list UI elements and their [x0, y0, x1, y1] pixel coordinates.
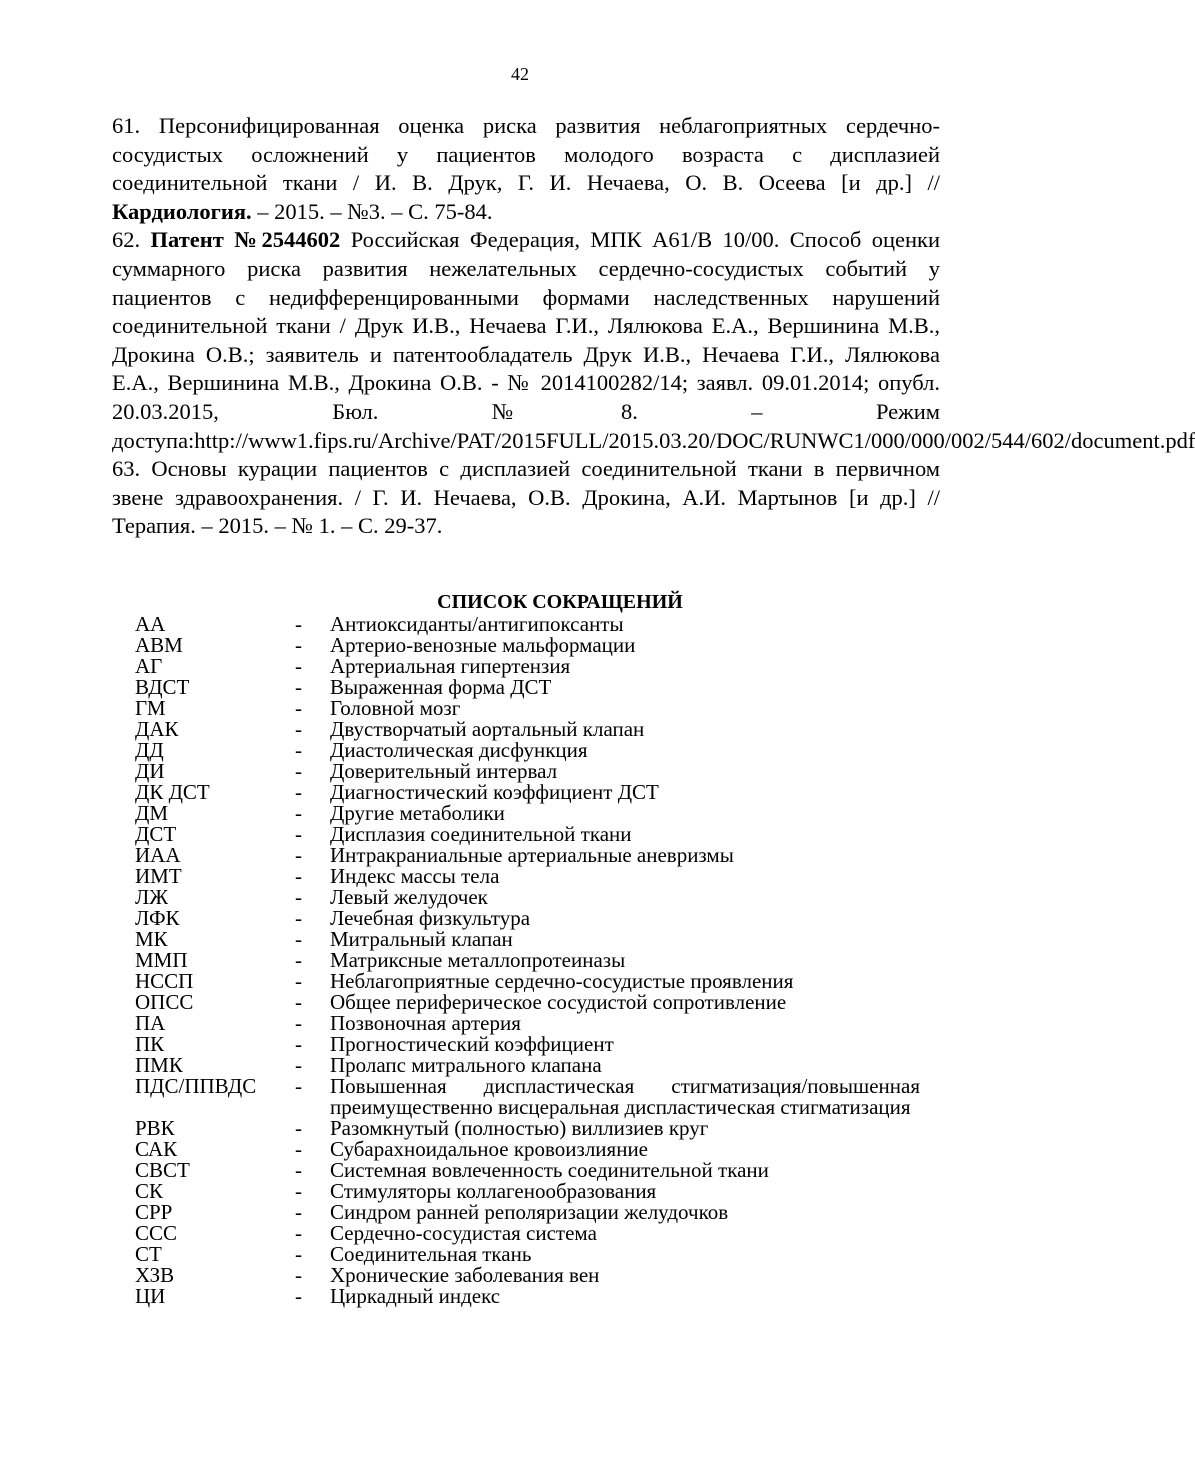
abbreviation-dash: - — [295, 1116, 302, 1140]
reference-item — [112, 112, 940, 226]
abbreviation-code: ПДС/ППВДС — [135, 1074, 257, 1098]
abbreviation-dash: - — [295, 654, 302, 678]
abbreviation-row — [135, 782, 920, 803]
abbreviation-definition: Интракраниальные артериальные аневризмы — [330, 843, 734, 867]
abbreviation-definition: Артерио-венозные мальформации — [330, 633, 636, 657]
abbreviation-dash: - — [295, 1158, 302, 1182]
abbreviation-dash: - — [295, 612, 302, 636]
abbreviation-code: СК — [135, 1179, 164, 1203]
abbreviation-dash: - — [295, 633, 302, 657]
abbreviation-dash: - — [295, 969, 302, 993]
abbreviation-definition: Прогностический коэффициент — [330, 1032, 614, 1056]
reference-list — [112, 112, 1195, 541]
abbreviation-definition: Матриксные металлопротеиназы — [330, 948, 626, 972]
abbreviation-row — [135, 1139, 920, 1160]
abbreviation-row — [135, 677, 920, 698]
reference-number: 63. — [112, 456, 141, 482]
abbreviation-definition: Синдром ранней реполяризации желудочков — [330, 1200, 729, 1224]
reference-number: 61. — [112, 113, 141, 138]
abbreviation-code: АА — [135, 612, 166, 636]
abbreviation-dash: - — [295, 1137, 302, 1161]
abbreviation-definition: Двустворчатый аортальный клапан — [330, 717, 645, 741]
abbreviation-dash: - — [295, 1263, 302, 1287]
abbreviation-row — [135, 1013, 920, 1034]
abbreviation-dash: - — [295, 1242, 302, 1266]
abbreviation-row — [135, 1055, 920, 1076]
abbreviation-definition: Доверительный интервал — [330, 759, 558, 783]
abbreviation-row — [135, 1076, 920, 1118]
abbreviation-definition: Диастолическая дисфункция — [330, 738, 588, 762]
abbreviation-code: ММП — [135, 948, 188, 972]
abbreviation-dash: - — [295, 696, 302, 720]
abbreviation-row — [135, 1202, 920, 1223]
abbreviation-row — [135, 845, 920, 866]
abbreviation-dash: - — [295, 948, 302, 972]
abbreviation-dash: - — [295, 738, 302, 762]
abbreviation-code: ИАА — [135, 843, 181, 867]
abbreviation-row — [135, 761, 920, 782]
abbreviation-code: ИМТ — [135, 864, 182, 888]
abbreviation-row — [135, 1244, 920, 1265]
abbreviation-definition: Позвоночная артерия — [330, 1011, 521, 1035]
abbreviation-dash: - — [295, 1053, 302, 1077]
abbreviation-row — [135, 887, 920, 908]
page-number: 42 — [511, 64, 529, 84]
abbreviation-dash: - — [295, 1179, 302, 1203]
abbreviation-code: ДАК — [135, 717, 179, 741]
abbreviation-definition: Лечебная физкультура — [330, 906, 531, 930]
abbreviation-dash: - — [295, 1200, 302, 1224]
abbreviation-row — [135, 719, 920, 740]
abbreviation-dash: - — [295, 885, 302, 909]
abbreviations-title: СПИСОК СОКРАЩЕНИЙ — [437, 591, 683, 613]
abbreviation-code: ДК ДСТ — [135, 780, 210, 804]
abbreviation-row — [135, 1118, 920, 1139]
abbreviation-code: ВДСТ — [135, 675, 190, 699]
abbreviation-definition: Пролапс митрального клапана — [330, 1053, 602, 1077]
abbreviation-code: ЦИ — [135, 1284, 166, 1308]
abbreviation-definition: Дисплазия соединительной ткани — [330, 822, 632, 846]
reference-text: Персонифицированная оценка риска развития неблагоприятных сердечно-сосудистых осложнений у пациентов молодого возраста с дисплазией соединительной ткани / И. В. Друк, Г. И. Нечаева, О. В. Осеева [и др.] // — [112, 113, 940, 196]
reference-item — [112, 455, 940, 541]
abbreviation-definition: Митральный клапан — [330, 927, 513, 951]
abbreviation-dash: - — [295, 1284, 302, 1308]
abbreviation-row — [135, 740, 920, 761]
reference-bold-text: Кардиология. — [112, 198, 252, 224]
abbreviation-definition: Системная вовлеченность соединительной ткани — [330, 1158, 769, 1182]
reference-number: 62. — [112, 227, 141, 253]
abbreviation-code: МК — [135, 927, 168, 951]
abbreviation-definition: Общее периферическое сосудистой сопротивление — [330, 990, 787, 1014]
abbreviation-row — [135, 908, 920, 929]
abbreviation-code: НССП — [135, 969, 194, 993]
abbreviation-definition: Циркадный индекс — [330, 1284, 501, 1308]
abbreviation-code: АВМ — [135, 633, 183, 657]
abbreviation-dash: - — [295, 864, 302, 888]
abbreviation-dash: - — [295, 1074, 302, 1098]
reference-text: Основы курации пациентов с дисплазией соединительной ткани в первичном звене здравоохранения. / Г. И. Нечаева, О.В. Дрокина, А.И. Мартынов [и др.] // Терапия. – 2015. – № 1. – С. 29-37. — [112, 456, 941, 539]
abbreviation-row — [135, 656, 920, 677]
abbreviation-code: ХЗВ — [135, 1263, 175, 1287]
abbreviation-code: ОПСС — [135, 990, 194, 1014]
abbreviation-dash: - — [295, 927, 302, 951]
abbreviation-definition: Индекс массы тела — [330, 864, 500, 888]
abbreviation-definition: Неблагоприятные сердечно-сосудистые проявления — [330, 969, 794, 993]
abbreviation-definition: Субарахноидальное кровоизлияние — [330, 1137, 649, 1161]
reference-item — [112, 226, 1195, 455]
abbreviation-code: ЛЖ — [135, 885, 169, 909]
abbreviation-row — [135, 929, 920, 950]
abbreviation-row — [135, 866, 920, 887]
abbreviation-row — [135, 824, 920, 845]
reference-text: – 2015. – №3. – С. 75-84. — [257, 198, 493, 224]
abbreviation-row — [135, 1034, 920, 1055]
abbreviation-definition: Стимуляторы коллагенообразования — [330, 1179, 657, 1203]
abbreviation-definition: Повышенная диспластическая стигматизация/повышенная преимущественно висцеральная диспластическая стигматизация — [330, 1074, 920, 1119]
abbreviation-code: ДИ — [135, 759, 165, 783]
abbreviation-code: ГМ — [135, 696, 166, 720]
abbreviation-code: РВК — [135, 1116, 175, 1140]
abbreviation-dash: - — [295, 1221, 302, 1245]
abbreviation-row — [135, 698, 920, 719]
abbreviation-definition: Диагностический коэффициент ДСТ — [330, 780, 659, 804]
abbreviation-code: ДД — [135, 738, 164, 762]
abbreviation-row — [135, 803, 920, 824]
abbreviation-row — [135, 1265, 920, 1286]
abbreviation-dash: - — [295, 990, 302, 1014]
abbreviation-row — [135, 1181, 920, 1202]
abbreviation-definition: Выраженная форма ДСТ — [330, 675, 552, 699]
abbreviation-definition: Головной мозг — [330, 696, 461, 720]
abbreviation-definition: Соединительная ткань — [330, 1242, 532, 1266]
abbreviation-definition: Левый желудочек — [330, 885, 488, 909]
abbreviation-code: СВСТ — [135, 1158, 190, 1182]
abbreviations-list — [135, 614, 920, 1307]
abbreviation-row — [135, 971, 920, 992]
abbreviation-dash: - — [295, 1032, 302, 1056]
abbreviation-dash: - — [295, 675, 302, 699]
abbreviation-code: САК — [135, 1137, 178, 1161]
abbreviation-row — [135, 635, 920, 656]
abbreviation-definition: Разомкнутый (полностью) виллизиев круг — [330, 1116, 709, 1140]
abbreviation-code: ДМ — [135, 801, 168, 825]
abbreviation-dash: - — [295, 780, 302, 804]
abbreviation-code: АГ — [135, 654, 163, 678]
abbreviation-row — [135, 1160, 920, 1181]
abbreviation-row — [135, 614, 920, 635]
abbreviation-definition: Другие метаболики — [330, 801, 505, 825]
abbreviation-dash: - — [295, 801, 302, 825]
abbreviation-dash: - — [295, 822, 302, 846]
abbreviation-definition: Хронические заболевания вен — [330, 1263, 600, 1287]
abbreviation-row — [135, 1286, 920, 1307]
abbreviation-dash: - — [295, 1011, 302, 1035]
abbreviation-dash: - — [295, 906, 302, 930]
abbreviation-code: СРР — [135, 1200, 173, 1224]
abbreviation-row — [135, 1223, 920, 1244]
abbreviation-dash: - — [295, 843, 302, 867]
abbreviation-dash: - — [295, 759, 302, 783]
abbreviation-code: ССС — [135, 1221, 178, 1245]
abbreviation-definition: Артериальная гипертензия — [330, 654, 571, 678]
abbreviation-code: ПА — [135, 1011, 166, 1035]
abbreviation-code: ДСТ — [135, 822, 177, 846]
abbreviation-code: ЛФК — [135, 906, 180, 930]
abbreviation-definition: Сердечно-сосудистая система — [330, 1221, 597, 1245]
abbreviation-code: ПМК — [135, 1053, 183, 1077]
abbreviation-row — [135, 992, 920, 1013]
abbreviation-definition: Антиоксиданты/антигипоксанты — [330, 612, 624, 636]
reference-text: Российская Федерация, МПК A61/B 10/00. Способ оценки суммарного риска развития нежелательных сердечно-сосудистых событий у пациентов с недифференцированными формами наследственных нарушений соединительной ткани / Друк И.В., Нечаева Г.И., Лялюкова Е.А., Вершинина М.В., Дрокина О.В.; заявитель и патентообладатель Друк И.В., Нечаева Г.И., Лялюкова Е.А., Вершинина М.В., Дрокина О.В. - № 2014100282/14; заявл. 09.01.2014; опубл. 20.03.2015, Бюл. №8. – Режим доступа:http://www1.fips.ru/Archive/PAT/2015FULL/2015.03.20/DOC/RUNWC1/000/000/002/544/602/document.pdf — [112, 227, 1195, 453]
reference-bold-text: Патент №2544602 — [150, 227, 341, 253]
abbreviation-code: СТ — [135, 1242, 162, 1266]
abbreviation-dash: - — [295, 717, 302, 741]
abbreviation-row — [135, 950, 920, 971]
abbreviation-code: ПК — [135, 1032, 165, 1056]
